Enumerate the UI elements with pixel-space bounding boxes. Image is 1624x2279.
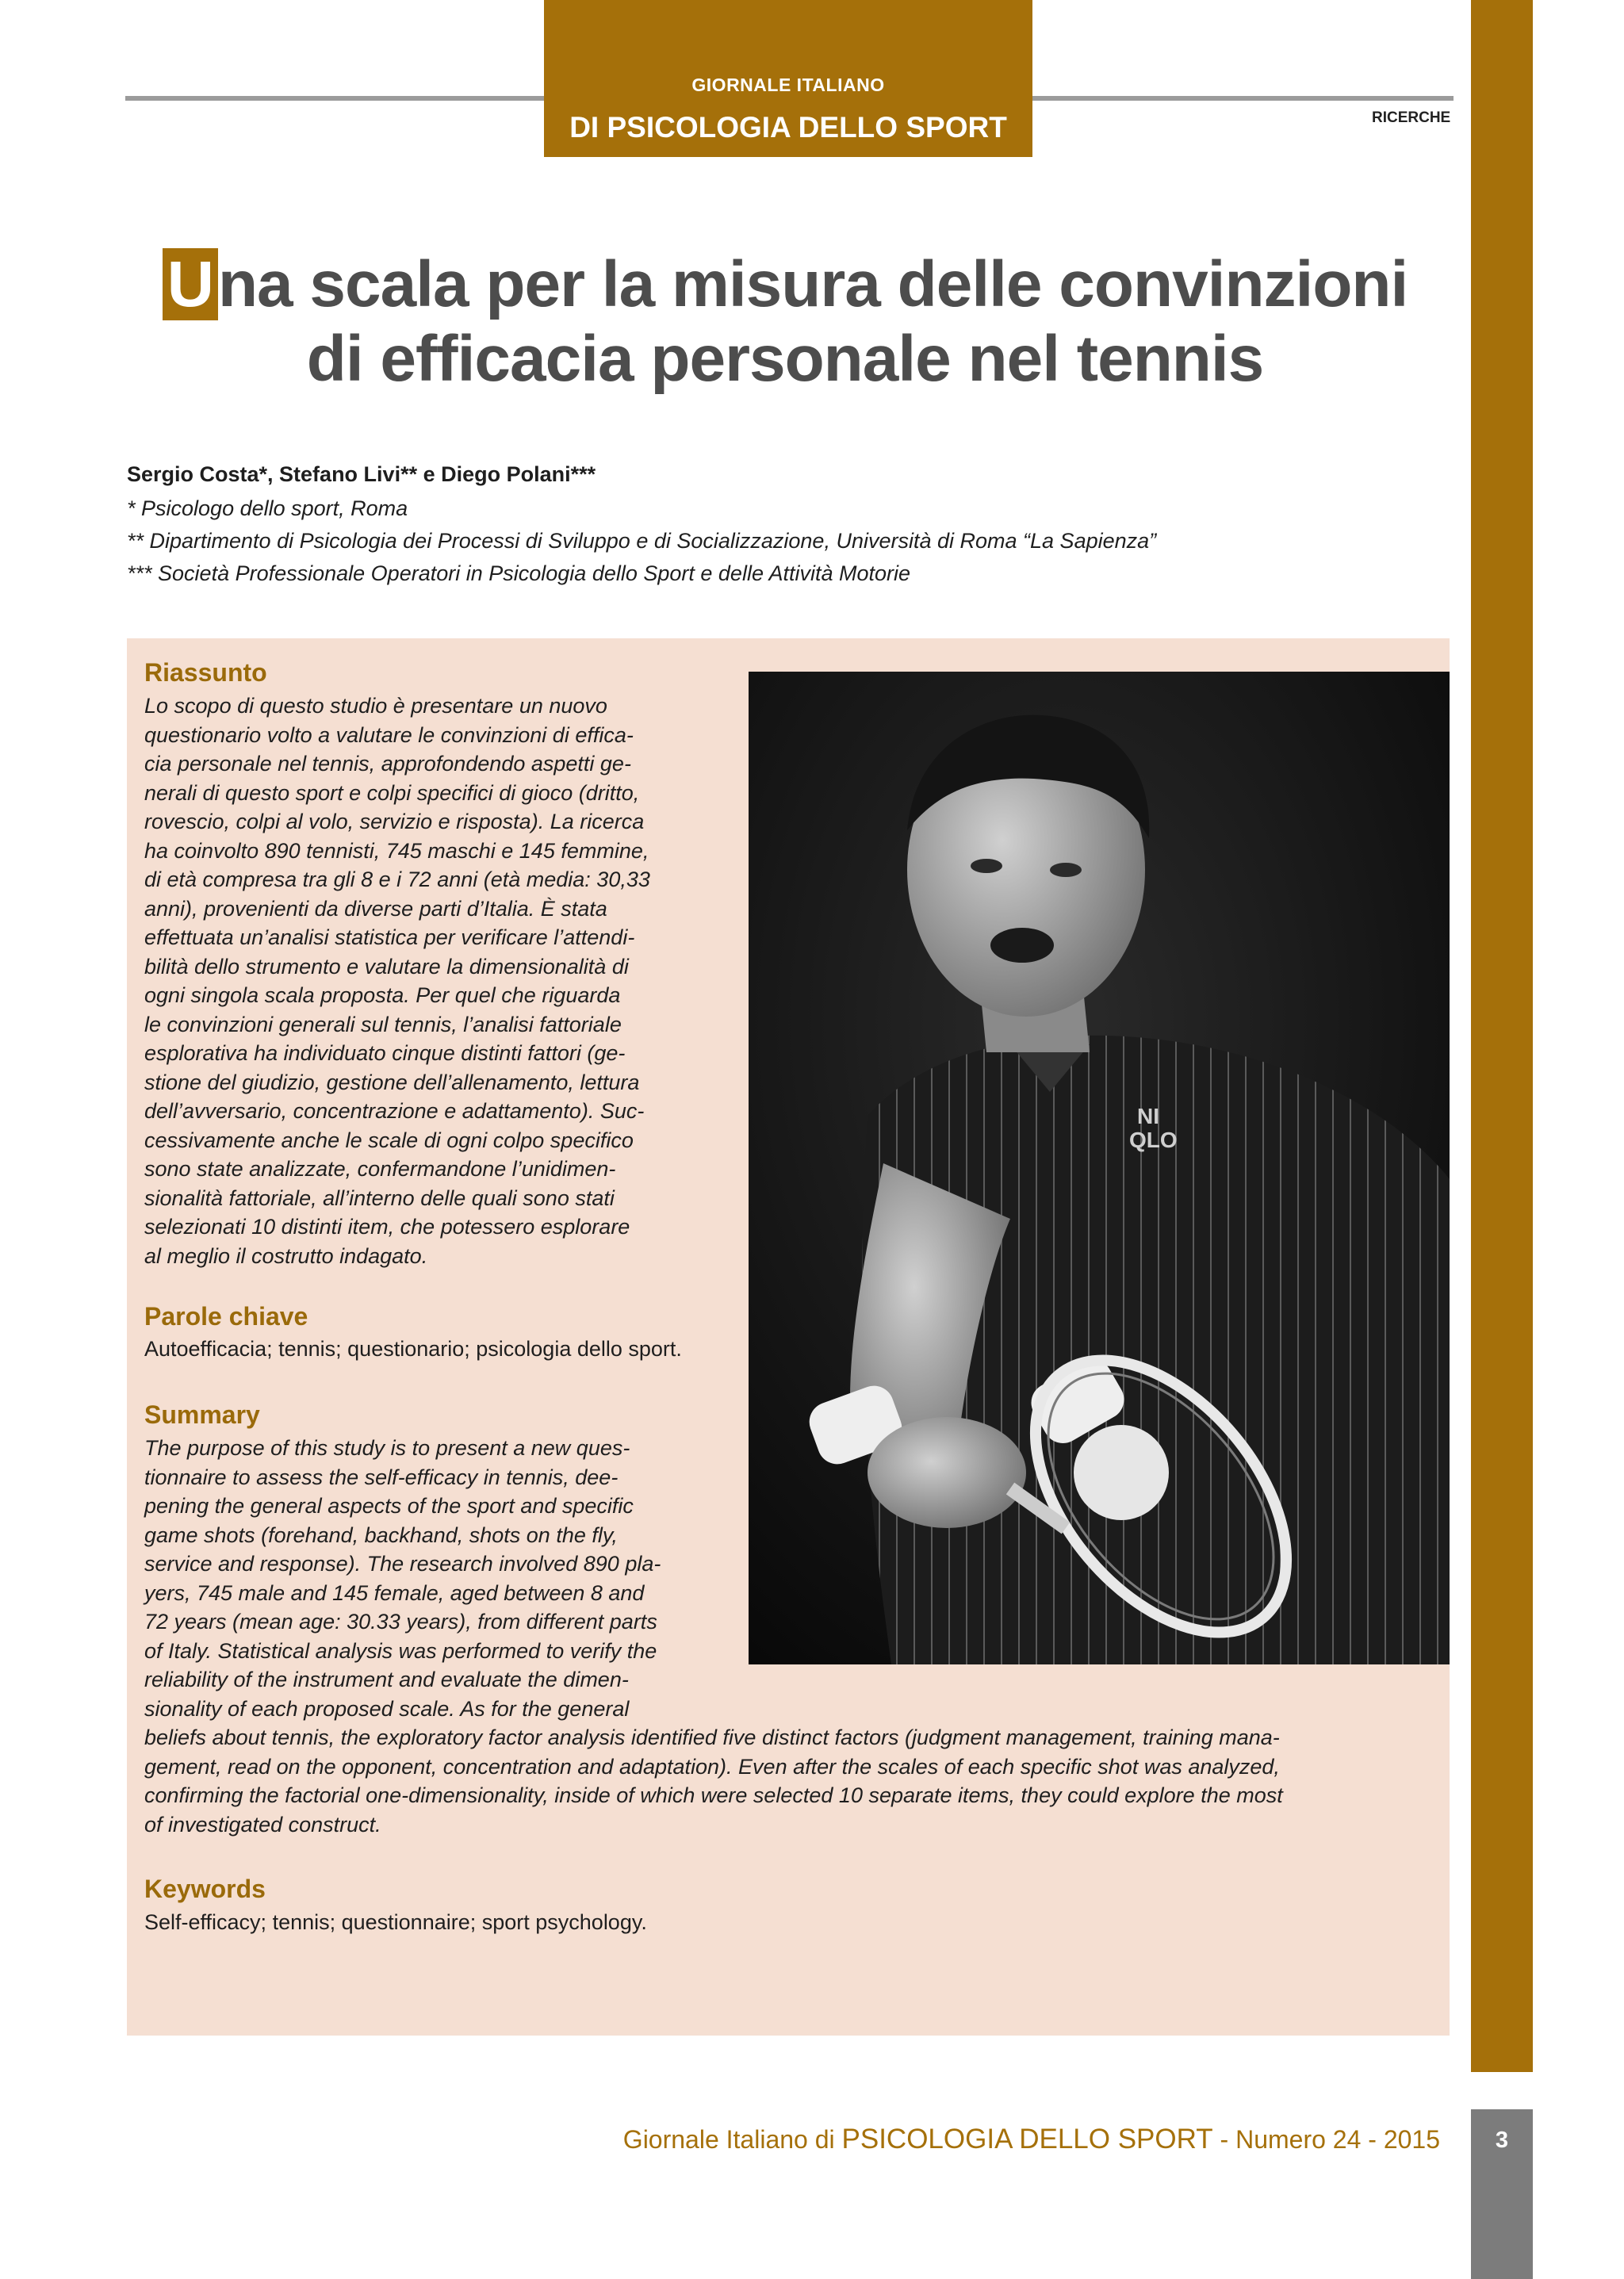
article-title <box>111 247 1459 396</box>
riassunto-line: di età compresa tra gli 8 e i 72 anni (età media: 30,33 <box>144 868 650 891</box>
summary-line: of investigated construct. <box>144 1812 381 1837</box>
shirt-logo-text-2: QLO <box>1129 1128 1178 1152</box>
riassunto-line: stione del giudizio, gestione dell’allenamento, lettura <box>144 1070 640 1094</box>
parole-chiave-text: Autoefficacia; tennis; questionario; psicologia dello sport. <box>144 1337 682 1361</box>
riassunto-line: bilità dello strumento e valutare la dimensionalità di <box>144 954 629 979</box>
affiliation-2: ** Dipartimento di Psicologia dei Processi di Sviluppo e di Socializzazione, Università di Roma “La Sapienza” <box>127 529 1157 553</box>
riassunto-line: sionalità fattoriale, all’interno delle quali sono stati <box>144 1185 615 1210</box>
summary-line: gement, read on the opponent, concentration and adaptation). Even after the scales of each specific shot was analyzed, <box>144 1754 1280 1779</box>
footer-citation <box>623 2124 1440 2155</box>
riassunto-line: sono state analizzate, confermandone l’unidimen- <box>144 1157 616 1181</box>
page-number: 3 <box>1495 2128 1509 2153</box>
summary-line: 72 years (mean age: 30.33 years), from different parts <box>144 1610 657 1634</box>
journal-name-line2: DI PSICOLOGIA DELLO SPORT <box>569 111 1007 144</box>
authors: Sergio Costa*, Stefano Livi** e Diego Polani*** <box>127 462 596 486</box>
footer-issue: - Numero 24 - 2015 <box>1212 2125 1440 2154</box>
riassunto-line: cia personale nel tennis, approfondendo aspetti ge- <box>144 752 631 776</box>
journal-masthead <box>544 0 1032 157</box>
affiliation-1: * Psicologo dello sport, Roma <box>127 496 408 520</box>
riassunto-line: al meglio il costrutto indagato. <box>144 1243 428 1268</box>
shirt-logo-text-1: NI <box>1137 1104 1159 1128</box>
keywords-heading: Keywords <box>144 1875 266 1903</box>
riassunto-line: ha coinvolto 890 tennisti, 745 maschi e 145 femmine, <box>144 838 649 863</box>
summary-line: reliability of the instrument and evaluate the dimen- <box>144 1668 629 1691</box>
riassunto-line: rovescio, colpi al volo, servizio e risposta). La ricerca <box>144 810 645 833</box>
riassunto-line: questionario volto a valutare le convinzioni di effica- <box>144 722 634 747</box>
parole-chiave-heading: Parole chiave <box>144 1302 308 1331</box>
riassunto-line: dell’avversario, concentrazione e adattamento). Suc- <box>144 1099 645 1123</box>
riassunto-line: esplorativa ha individuato cinque distinti fattori (ge- <box>144 1041 626 1065</box>
summary-line: confirming the factorial one-dimensionality, inside of which were selected 10 separate items, they could explore the most <box>144 1783 1283 1807</box>
summary-line: pening the general aspects of the sport and specific <box>144 1494 634 1518</box>
riassunto-line: Lo scopo di questo studio è presentare un nuovo <box>144 694 607 718</box>
title-line-1-text: na scala per la misura delle convinzioni <box>217 248 1408 320</box>
riassunto-line: cessivamente anche le scale di ogni colpo specifico <box>144 1128 634 1152</box>
section-label: RICERCHE <box>1372 109 1451 126</box>
riassunto-line: ogni singola scala proposta. Per quel che riguarda <box>144 983 621 1007</box>
summary-line: service and response). The research involved 890 pla- <box>144 1552 661 1576</box>
riassunto-line: effettuata un’analisi statistica per verificare l’attendi- <box>144 925 635 949</box>
summary-line: game shots (forehand, backhand, shots on the fly, <box>144 1523 618 1547</box>
footer-journal-part3: PSICOLOGIA DELLO SPORT <box>841 2124 1213 2155</box>
journal-name-line1: GIORNALE ITALIANO <box>691 75 885 95</box>
summary-line: yers, 745 male and 145 female, aged between 8 and <box>144 1580 645 1605</box>
title-line-1 <box>111 247 1459 322</box>
side-accent-bar <box>1471 0 1533 2072</box>
riassunto-line: anni), provenienti da diverse parti d’Italia. È stata <box>144 896 607 921</box>
affiliation-3: *** Società Professionale Operatori in Psicologia dello Sport e delle Attività Motorie <box>127 561 911 585</box>
riassunto-line: le convinzioni generali sul tennis, l’analisi fattoriale <box>144 1012 622 1036</box>
summary-line: The purpose of this study is to present a new ques- <box>144 1436 630 1460</box>
summary-line: beliefs about tennis, the exploratory factor analysis identified five distinct factors (judgment management, training mana- <box>144 1726 1280 1749</box>
footer-journal-part2: di <box>807 2125 842 2154</box>
riassunto-heading: Riassunto <box>144 658 267 687</box>
summary-line: sionality of each proposed scale. As for the general <box>144 1696 630 1721</box>
summary-line: tionnaire to assess the self-efficacy in tennis, dee- <box>144 1465 619 1489</box>
riassunto-line: nerali di questo sport e colpi specifici di gioco (dritto, <box>144 780 640 805</box>
summary-line: of Italy. Statistical analysis was performed to verify the <box>144 1638 657 1663</box>
riassunto-line: selezionati 10 distinti item, che potessero esplorare <box>144 1215 630 1239</box>
riassunto-text <box>144 691 650 1270</box>
title-line-2: di efficacia personale nel tennis <box>306 323 1264 395</box>
summary-heading: Summary <box>144 1400 260 1429</box>
title-dropcap: U <box>163 248 218 320</box>
keywords-text: Self-efficacy; tennis; questionnaire; sport psychology. <box>144 1910 647 1934</box>
footer-journal-part1: Giornale Italiano <box>622 2125 808 2154</box>
summary-text <box>144 1434 1283 1839</box>
